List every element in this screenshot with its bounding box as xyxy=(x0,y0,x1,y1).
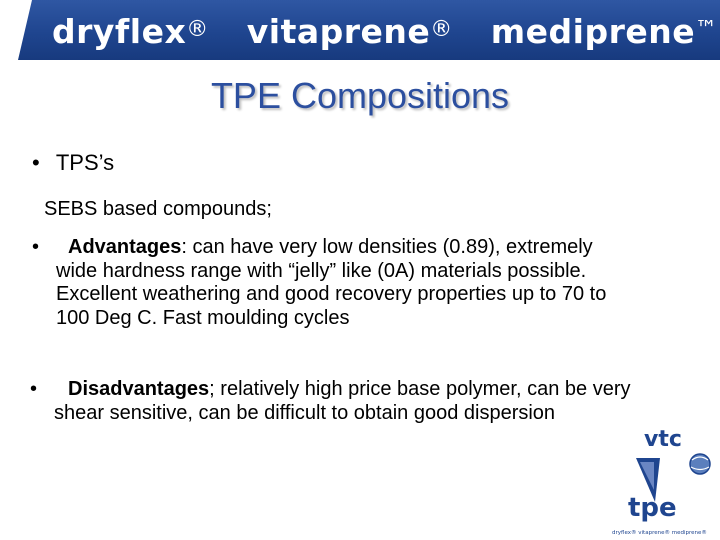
trademark-mark: ® xyxy=(186,17,209,42)
advantages-point xyxy=(32,236,616,330)
section-heading-text: TPS’s xyxy=(55,150,115,175)
header-banner xyxy=(0,0,720,62)
logo-tagline: dryflex® vitaprene® mediprene® xyxy=(612,530,707,536)
section-heading xyxy=(32,150,114,176)
bullet-dot: • xyxy=(32,150,40,175)
vtc-tpe-logo xyxy=(610,420,720,540)
bullet-dot: • xyxy=(30,378,38,400)
brand-mediprene: mediprene xyxy=(490,12,696,51)
logo-top-text: vtc xyxy=(644,427,682,452)
point-label: Disadvantages xyxy=(68,378,210,400)
point-text: ; relatively high price base polymer, can be very shear sensitive, can be difficult to obtain good dispersion xyxy=(54,378,631,424)
section-subheading: SEBS based compounds; xyxy=(44,198,272,220)
brand-vitaprene: vitaprene xyxy=(246,12,431,51)
disadvantages-point xyxy=(30,378,662,425)
brand-names xyxy=(52,6,718,54)
trademark-mark: ® xyxy=(430,17,453,42)
bullet-dot: • xyxy=(32,236,40,258)
brand-dryflex: dryflex xyxy=(52,12,187,51)
trademark-mark: ™ xyxy=(695,17,718,42)
slide-title: TPE Compositions xyxy=(210,75,510,116)
logo-bottom-text: tpe xyxy=(628,493,677,523)
point-text: : can have very low densities (0.89), extremely wide hardness range with “jelly” like (0A) materials possible. Excellent weathering and good recovery properties up to 70 to 100 Deg C. Fast moulding cycles xyxy=(56,236,607,329)
point-label: Advantages xyxy=(68,236,182,258)
